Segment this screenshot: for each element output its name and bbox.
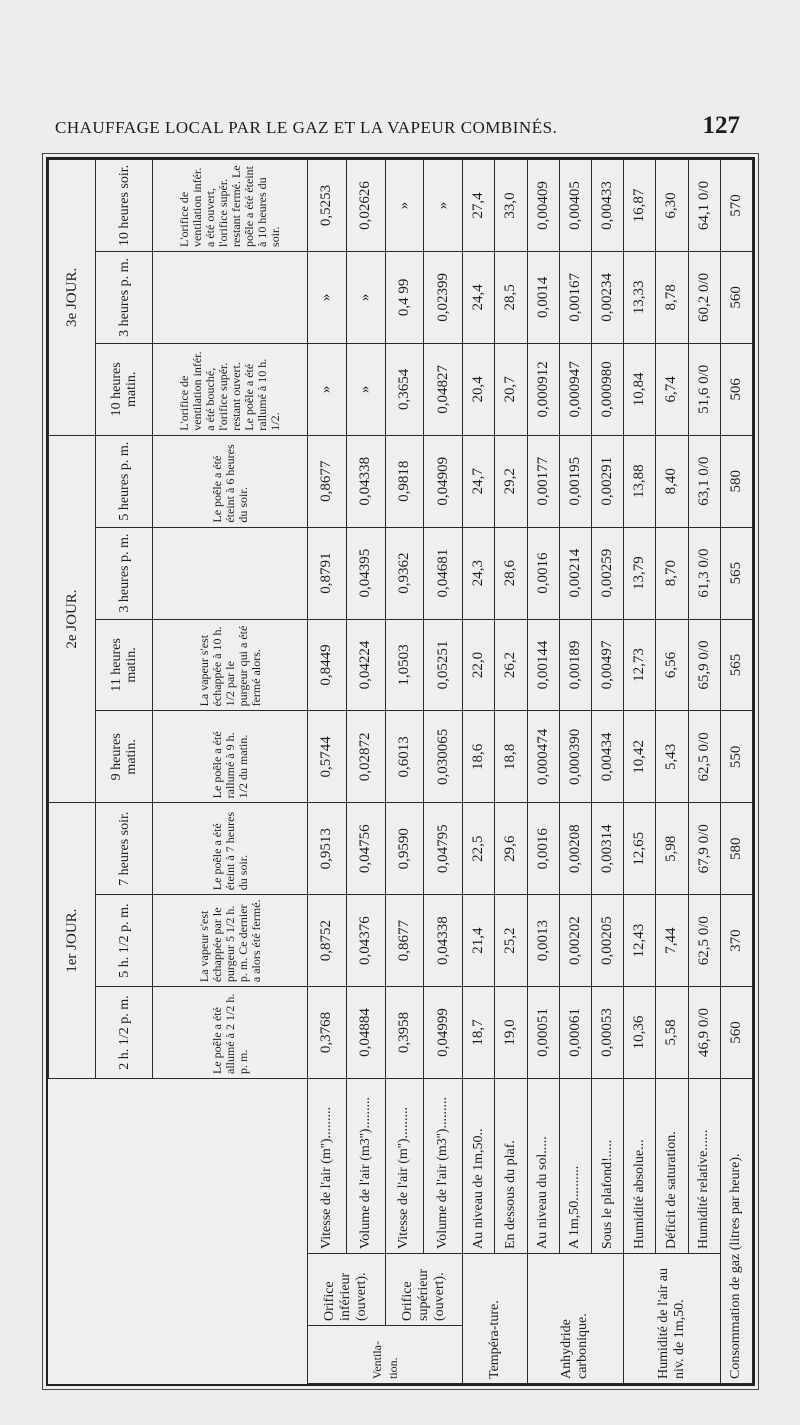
time-header: 10 heures matin.	[96, 343, 153, 435]
table-row	[624, 160, 656, 1384]
table-cell: 1,0503	[385, 619, 424, 711]
table-cell: 0,04827	[424, 343, 463, 435]
table-cell: 0,04795	[424, 803, 463, 895]
table-cell: 28,6	[495, 527, 527, 619]
table-cell: 580	[720, 435, 752, 527]
table-cell: 0,00195	[559, 435, 591, 527]
table-cell: »	[424, 160, 463, 252]
table-cell: 0,00497	[591, 619, 623, 711]
table-cell: 65,9 0/0	[688, 619, 720, 711]
measurements-table	[48, 159, 753, 1384]
table-cell: 10,42	[624, 711, 656, 803]
co2-level-label: A 1m,50..........	[559, 1078, 591, 1253]
table-cell: 0,04681	[424, 527, 463, 619]
table-row	[385, 160, 424, 1384]
table-cell: 10,36	[624, 987, 656, 1079]
table-cell: 33,0	[495, 160, 527, 252]
vitesse-label: Vitesse de l'air (m'').........	[385, 1078, 424, 1253]
table-cell: 0,00234	[591, 251, 623, 343]
table-cell: 24,4	[463, 251, 495, 343]
table-cell: 0,02872	[346, 711, 385, 803]
table-cell: 60,2 0/0	[688, 251, 720, 343]
table-cell: 18,7	[463, 987, 495, 1079]
time-header: 3 heures p. m.	[96, 527, 153, 619]
day-header: 3e JOUR.	[49, 160, 96, 436]
table-cell: 0,000980	[591, 343, 623, 435]
table-cell: 560	[720, 251, 752, 343]
table-cell: 0,00051	[527, 987, 559, 1079]
running-title: CHAUFFAGE LOCAL PAR LE GAZ ET LA VAPEUR COMBINÉS.	[55, 118, 558, 137]
table-cell: 506	[720, 343, 752, 435]
table-cell: 0,04338	[424, 895, 463, 987]
table-cell: 51,6 0/0	[688, 343, 720, 435]
table-cell: 560	[720, 987, 752, 1079]
hum-deficit-label: Déficit de saturation.	[656, 1078, 688, 1253]
table-cell: 6,74	[656, 343, 688, 435]
time-header: 10 heures soir.	[96, 160, 153, 252]
observation-note	[153, 251, 308, 343]
rotated-table-container	[48, 159, 753, 1384]
table-cell: 0,8677	[385, 895, 424, 987]
table-cell: 13,88	[624, 435, 656, 527]
table-cell: 0,000947	[559, 343, 591, 435]
table-cell: 0,00214	[559, 527, 591, 619]
time-header: 9 heures matin.	[96, 711, 153, 803]
table-cell: 0,8449	[308, 619, 347, 711]
table-cell: 24,3	[463, 527, 495, 619]
observation-note: La vapeur s'est échappée par le purgeur 5 1/2 h. p. m. Ce dernier a alors été fermé.	[153, 895, 308, 987]
day-header: 2e JOUR.	[49, 435, 96, 803]
table-cell: 29,6	[495, 803, 527, 895]
table-cell: 0,00144	[527, 619, 559, 711]
table-cell: 25,2	[495, 895, 527, 987]
table-cell: 0,04224	[346, 619, 385, 711]
table-cell: 5,43	[656, 711, 688, 803]
humidite-label: Humidité de l'air au niv. de 1m,50.	[624, 1254, 721, 1384]
anhydride-label: Anhydride carbonique.	[527, 1254, 624, 1384]
table-row	[527, 160, 559, 1384]
table-cell: »	[346, 343, 385, 435]
table-cell: 0,00202	[559, 895, 591, 987]
table-row	[559, 160, 591, 1384]
table-cell: 28,5	[495, 251, 527, 343]
table-cell: 0,00405	[559, 160, 591, 252]
table-cell: 570	[720, 160, 752, 252]
table-cell: 0,00434	[591, 711, 623, 803]
table-cell: 8,78	[656, 251, 688, 343]
table-cell: 26,2	[495, 619, 527, 711]
observation-note: La vapeur s'est échappée à 10 h. 1/2 par le purgeur qui a été fermé alors.	[153, 619, 308, 711]
table-cell: 0,4 99	[385, 251, 424, 343]
table-cell: 22,5	[463, 803, 495, 895]
table-cell: 8,70	[656, 527, 688, 619]
corner-cell	[49, 1078, 308, 1383]
table-cell: 0,8791	[308, 527, 347, 619]
table-cell: 6,56	[656, 619, 688, 711]
table-cell: 0,9590	[385, 803, 424, 895]
table-cell: 0,000912	[527, 343, 559, 435]
table-cell: 0,00433	[591, 160, 623, 252]
temp-ceiling-label: En dessous du plaf.	[495, 1078, 527, 1253]
table-cell: 0,9818	[385, 435, 424, 527]
table-cell: 0,3654	[385, 343, 424, 435]
page-number: 127	[702, 112, 740, 139]
table-cell: 0,0014	[527, 251, 559, 343]
table-cell: 12,43	[624, 895, 656, 987]
table-cell: 0,000390	[559, 711, 591, 803]
table-cell: 21,4	[463, 895, 495, 987]
table-cell: 5,58	[656, 987, 688, 1079]
table-cell: 0,00208	[559, 803, 591, 895]
table-row	[346, 160, 385, 1384]
table-cell: »	[346, 251, 385, 343]
table-row	[495, 160, 527, 1384]
table-cell: 565	[720, 527, 752, 619]
table-cell: 16,87	[624, 160, 656, 252]
table-cell: 64,1 0/0	[688, 160, 720, 252]
table-cell: 0,8752	[308, 895, 347, 987]
volume-label: Volume de l'air (m3'').........	[424, 1078, 463, 1253]
table-cell: 5,98	[656, 803, 688, 895]
temperature-label: Tempéra-ture.	[463, 1254, 527, 1384]
table-row	[424, 160, 463, 1384]
table-cell: 0,02626	[346, 160, 385, 252]
table-cell: 0,8677	[308, 435, 347, 527]
table-cell: 13,33	[624, 251, 656, 343]
table-cell: 0,00259	[591, 527, 623, 619]
table-cell: 0,04395	[346, 527, 385, 619]
table-cell: 24,7	[463, 435, 495, 527]
table-cell: 10,84	[624, 343, 656, 435]
table-cell: 370	[720, 895, 752, 987]
table-cell: 0,00409	[527, 160, 559, 252]
table-cell: 18,8	[495, 711, 527, 803]
table-cell: 0,04999	[424, 987, 463, 1079]
table-frame	[46, 157, 755, 1386]
table-cell: 550	[720, 711, 752, 803]
table-cell: 0,00061	[559, 987, 591, 1079]
observation-note	[153, 527, 308, 619]
table-cell: 0,00189	[559, 619, 591, 711]
hum-relative-label: Humidité relative......	[688, 1078, 720, 1253]
time-header: 5 h. 1/2 p. m.	[96, 895, 153, 987]
table-cell: 0,04376	[346, 895, 385, 987]
table-cell: 12,65	[624, 803, 656, 895]
orifice-superieur-label: Orifice supérieur (ouvert).	[385, 1254, 463, 1326]
table-cell: 20,4	[463, 343, 495, 435]
table-cell: 565	[720, 619, 752, 711]
table-cell: 67,9 0/0	[688, 803, 720, 895]
page-header	[55, 112, 740, 142]
table-cell: 12,73	[624, 619, 656, 711]
time-header: 2 h. 1/2 p. m.	[96, 987, 153, 1079]
time-header: 11 heures matin.	[96, 619, 153, 711]
table-cell: »	[308, 251, 347, 343]
table-cell: 0,00291	[591, 435, 623, 527]
table-cell: 29,2	[495, 435, 527, 527]
table-cell: 0,04338	[346, 435, 385, 527]
table-cell: »	[385, 160, 424, 252]
time-header: 3 heures p. m.	[96, 251, 153, 343]
table-cell: 0,00314	[591, 803, 623, 895]
table-row	[463, 160, 495, 1384]
table-cell: 8,40	[656, 435, 688, 527]
table-cell: 27,4	[463, 160, 495, 252]
table-cell: 0,0016	[527, 527, 559, 619]
table-cell: 63,1 0/0	[688, 435, 720, 527]
orifice-inferieur-label: Orifice inférieur (ouvert).	[308, 1254, 386, 1326]
table-row	[688, 160, 720, 1384]
table-cell: 0,00167	[559, 251, 591, 343]
observation-note: Le poêle a été éteint à 7 heures du soir.	[153, 803, 308, 895]
table-cell: 0,05251	[424, 619, 463, 711]
table-cell: 0,3958	[385, 987, 424, 1079]
table-cell: 0,04909	[424, 435, 463, 527]
day-header: 1er JOUR.	[49, 803, 96, 1079]
table-row	[656, 160, 688, 1384]
table-cell: 0,5744	[308, 711, 347, 803]
observation-note: L'orifice de ventilation infér. a été bouché, l'orifice supér. restant ouvert. Le poêle a été rallumé à 10 h. 1/2.	[153, 343, 308, 435]
table-cell: 61,3 0/0	[688, 527, 720, 619]
table-cell: 19,0	[495, 987, 527, 1079]
table-cell: 18,6	[463, 711, 495, 803]
table-cell: 0,00177	[527, 435, 559, 527]
table-cell: 0,3768	[308, 987, 347, 1079]
table-cell: 0,9513	[308, 803, 347, 895]
hum-absolue-label: Humidité absolue...	[624, 1078, 656, 1253]
table-cell: 13,79	[624, 527, 656, 619]
observation-note: L'orifice de ventilation infér. a été ouvert, l'orifice supér. restant fermé. Le poêle a été éteint à 10 heures du soir.	[153, 160, 308, 252]
table-cell: 0,00053	[591, 987, 623, 1079]
table-cell: 0,0013	[527, 895, 559, 987]
table-cell: 46,9 0/0	[688, 987, 720, 1079]
table-row	[308, 160, 347, 1384]
table-cell: 62,5 0/0	[688, 711, 720, 803]
table-cell: 0,02399	[424, 251, 463, 343]
vitesse-label: Vitesse de l'air (m'').........	[308, 1078, 347, 1253]
table-cell: 62,5 0/0	[688, 895, 720, 987]
time-header: 7 heures soir.	[96, 803, 153, 895]
observation-note: Le poêle a été éteint à 6 heures du soir.	[153, 435, 308, 527]
volume-label: Volume de l'air (m3'').........	[346, 1078, 385, 1253]
time-header: 5 heures p. m.	[96, 435, 153, 527]
table-cell: »	[308, 343, 347, 435]
table-row	[591, 160, 623, 1384]
table-cell: 580	[720, 803, 752, 895]
temp-level-label: Au niveau de 1m,50..	[463, 1078, 495, 1253]
observation-note: Le poêle a été rallumé à 9 h. 1/2 du matin.	[153, 711, 308, 803]
observation-note: Le poêle a été allumé à 2 1/2 h. p. m.	[153, 987, 308, 1079]
table-cell: 0,000474	[527, 711, 559, 803]
table-cell: 0,6013	[385, 711, 424, 803]
table-row	[720, 160, 752, 1384]
table-cell: 6,30	[656, 160, 688, 252]
table-cell: 0,04884	[346, 987, 385, 1079]
table-cell: 0,5253	[308, 160, 347, 252]
co2-floor-label: Au niveau du sol.....	[527, 1078, 559, 1253]
table-cell: 0,00205	[591, 895, 623, 987]
gaz-label: Consommation de gaz (litres par heure).	[720, 1078, 752, 1383]
table-cell: 0,0016	[527, 803, 559, 895]
table-cell: 7,44	[656, 895, 688, 987]
day-header-row	[49, 160, 96, 1384]
table-cell: 0,04756	[346, 803, 385, 895]
table-cell: 0,9362	[385, 527, 424, 619]
co2-ceiling-label: Sous le plafond!.....	[591, 1078, 623, 1253]
table-cell: 0,030065	[424, 711, 463, 803]
table-cell: 20,7	[495, 343, 527, 435]
table-cell: 22,0	[463, 619, 495, 711]
ventilation-label: Ventila-tion.	[308, 1326, 463, 1384]
